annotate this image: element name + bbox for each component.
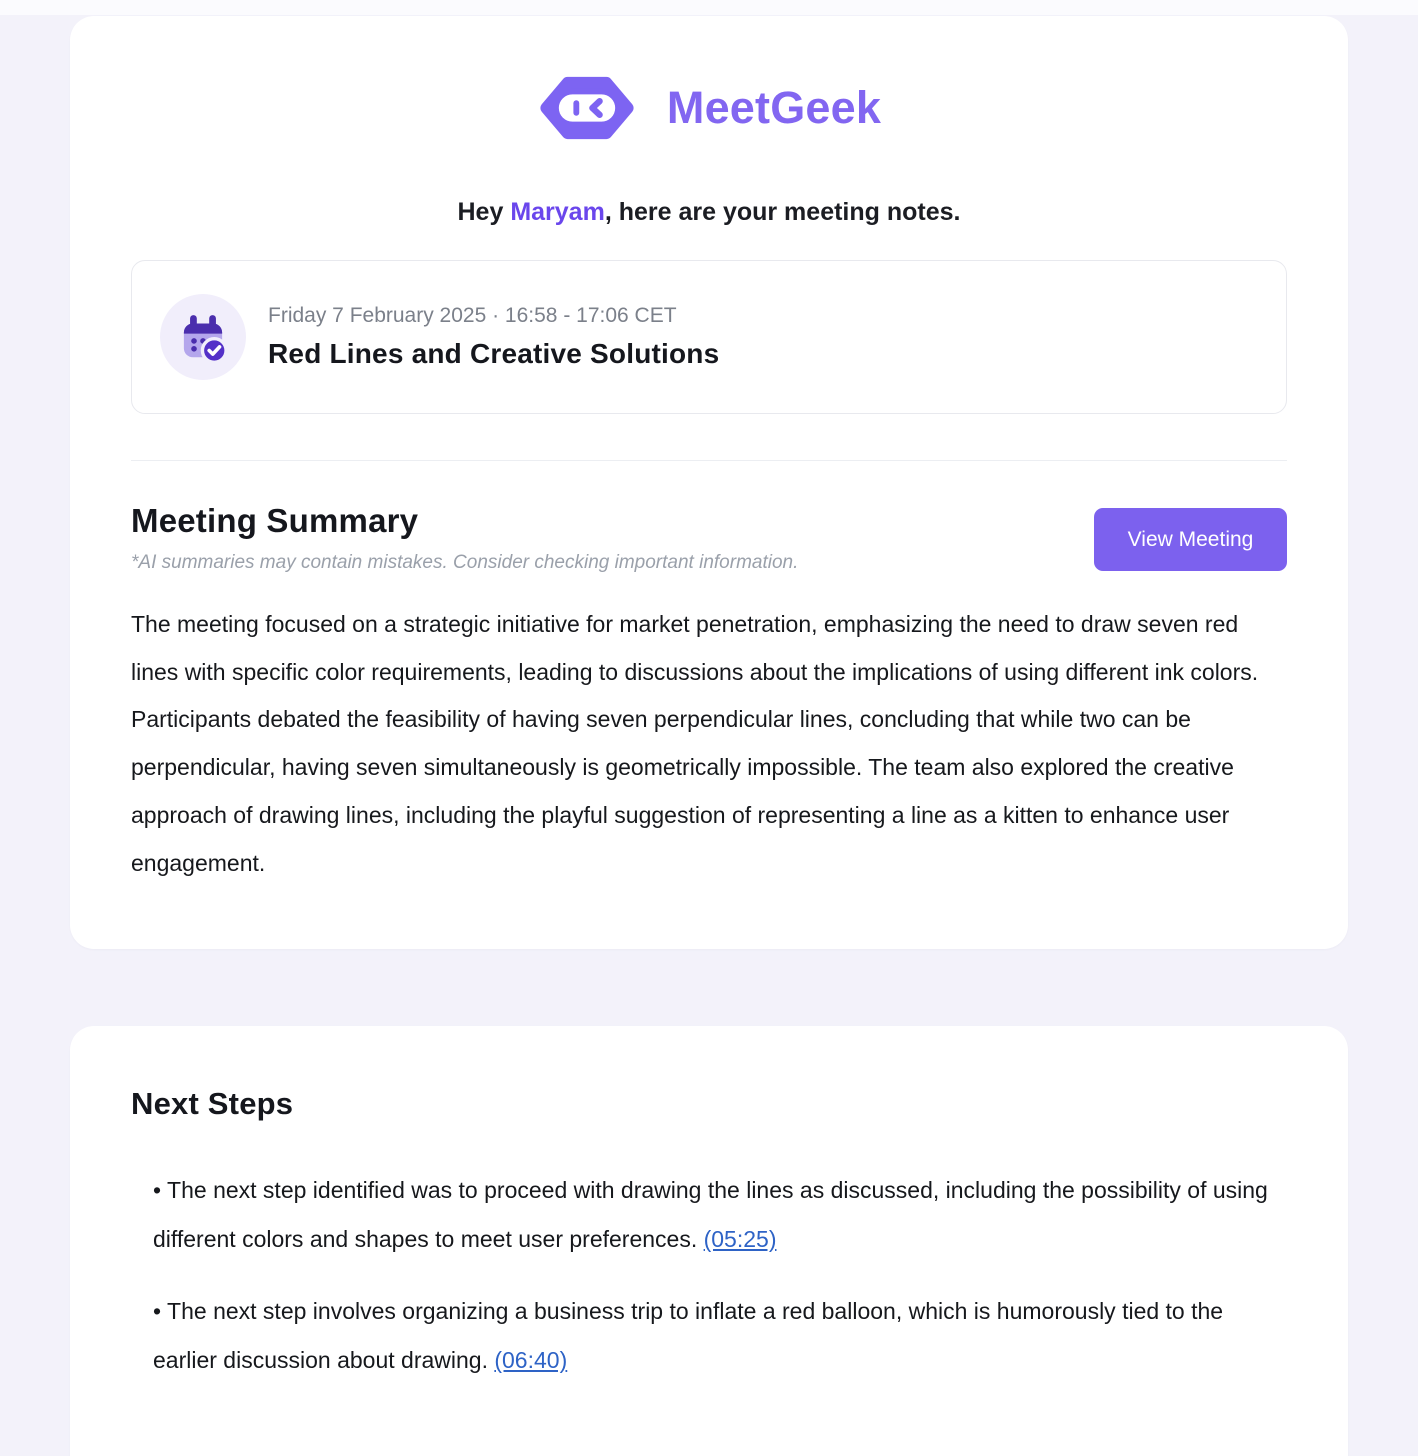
- greeting-prefix: Hey: [457, 198, 511, 226]
- next-step-item: [153, 1287, 1287, 1385]
- meeting-meta: [268, 304, 719, 370]
- timestamp-link[interactable]: (05:25): [703, 1226, 777, 1253]
- next-step-text: The next step involves organizing a business trip to inflate a red balloon, which is humorously tied to the earlier discussion about drawing.: [153, 1298, 1224, 1374]
- next-steps-list: [131, 1166, 1287, 1385]
- meeting-summary-text: The meeting focused on a strategic initiative for market penetration, emphasizing the need to draw seven red lines with specific color requirements, leading to discussions about the implications of using different ink colors. Participants debated the feasibility of having seven perpendicular lines, concluding that while two can be perpendicular, having seven simultaneously is geometrically impossible. The team also explored the creative approach of drawing lines, including the playful suggestion of representing a line as a kitten to enhance user engagement.: [131, 611, 1259, 876]
- brand-name: MeetGeek: [666, 82, 882, 133]
- recipient-name: Maryam: [510, 198, 605, 226]
- meeting-summary-heading: Meeting Summary: [131, 502, 419, 539]
- section-divider: [131, 460, 1287, 461]
- next-steps-heading: Next Steps: [131, 1086, 294, 1122]
- calendar-check-icon: [160, 294, 246, 380]
- next-step-text: The next step identified was to proceed with drawing the lines as discussed, including the possibility of using different colors and shapes to meet user preferences.: [153, 1177, 1268, 1253]
- meeting-datetime: Friday 7 February 2025 · 16:58 - 17:06 CET: [268, 304, 677, 327]
- meetgeek-logo-icon: [537, 74, 637, 142]
- ai-disclaimer: *AI summaries may contain mistakes. Consider checking important information.: [131, 552, 799, 573]
- greeting-suffix: , here are your meeting notes.: [604, 198, 961, 226]
- timestamp-link[interactable]: (06:40): [494, 1347, 568, 1374]
- meeting-title: Red Lines and Creative Solutions: [268, 338, 720, 369]
- top-strip: [0, 0, 1418, 15]
- meeting-notes-card: [70, 16, 1348, 949]
- summary-header-left: [131, 502, 798, 574]
- brand-logo[interactable]: [131, 74, 1287, 142]
- next-step-item: [153, 1166, 1287, 1264]
- bullet-marker: •: [153, 1298, 162, 1325]
- next-steps-card: [70, 1026, 1348, 1456]
- view-meeting-button[interactable]: View Meeting: [1094, 508, 1287, 571]
- summary-header: [131, 502, 1287, 574]
- meeting-info-box: [131, 260, 1287, 414]
- greeting: [131, 198, 1287, 227]
- bullet-marker: •: [153, 1177, 162, 1204]
